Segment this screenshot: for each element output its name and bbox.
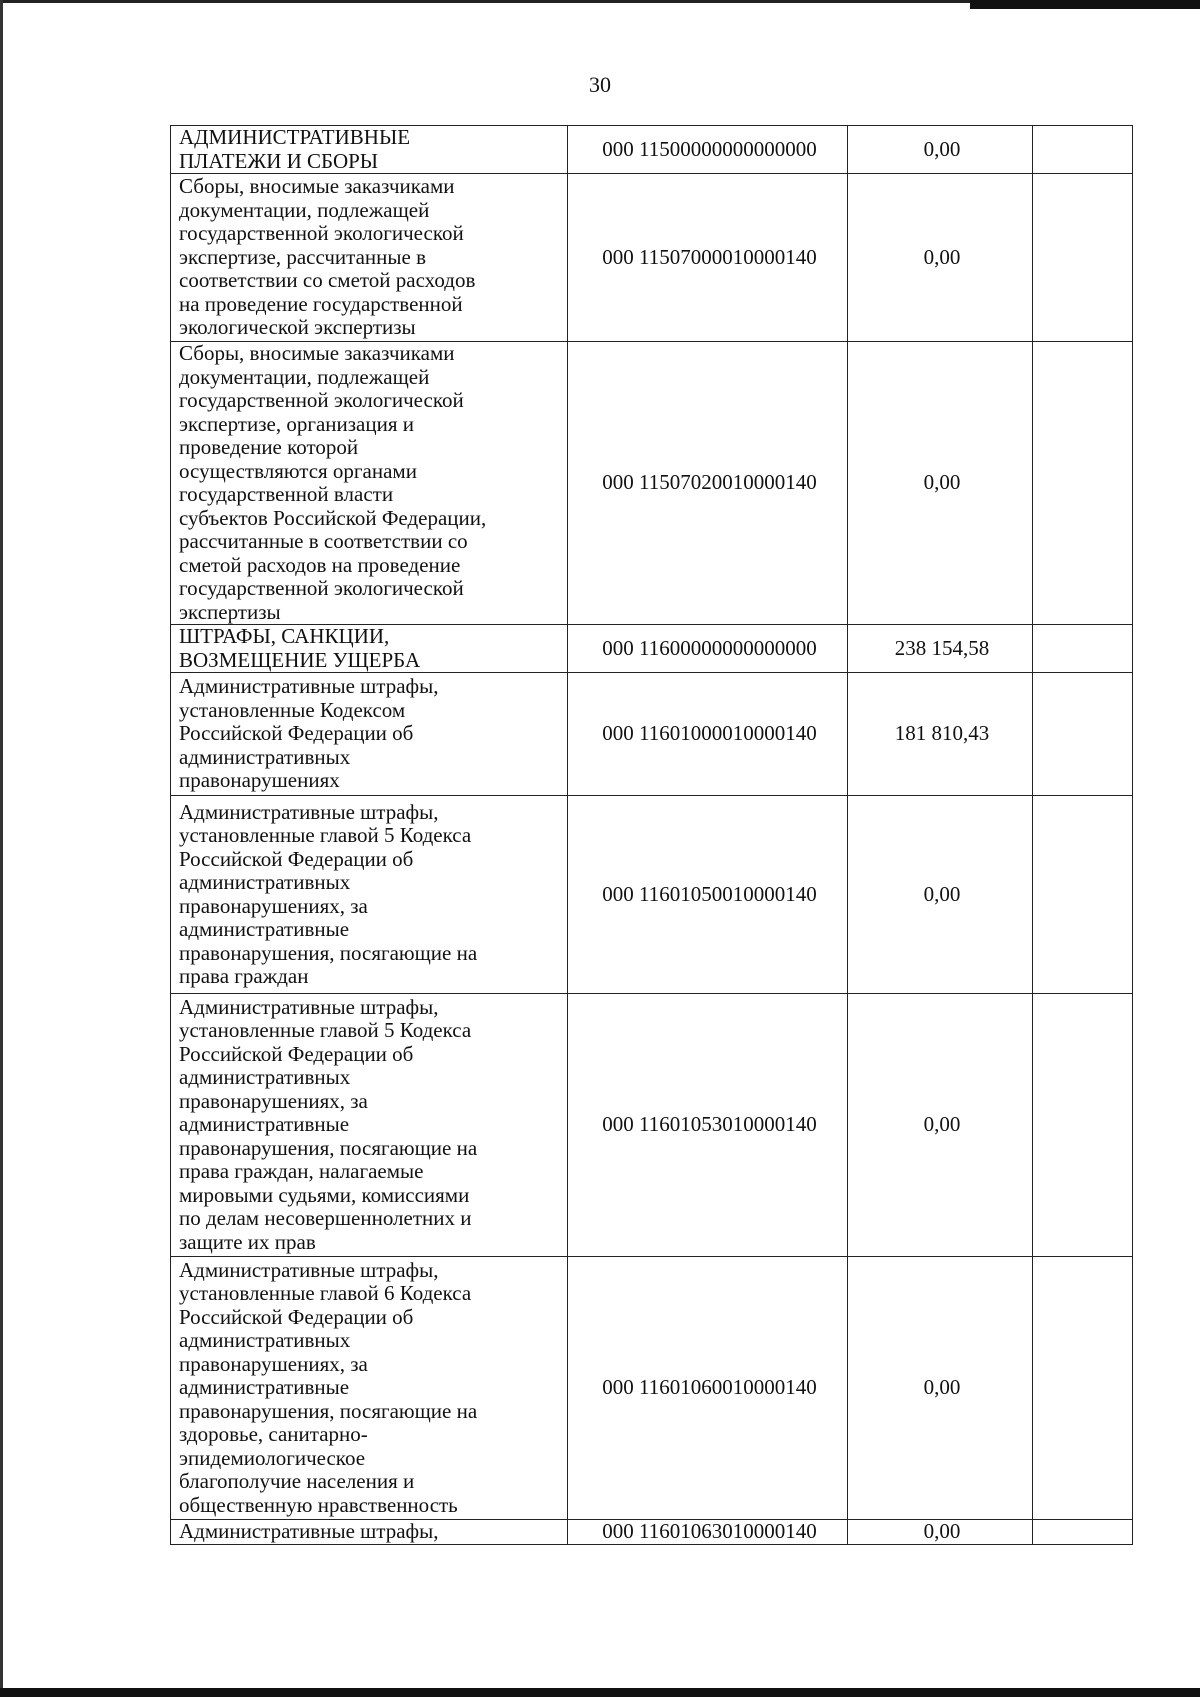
row-name: Административные штрафы, установленные главой 6 Кодекса Российской Федерации об административных правонарушениях, за административные правонарушения, посягающие на здоровье, санитарно- эпидемиологическое благополучие населения и общественную нравственность xyxy=(171,1257,568,1520)
row-code: 000 11601063010000140 xyxy=(568,1520,848,1545)
row-name: АДМИНИСТРАТИВНЫЕ ПЛАТЕЖИ И СБОРЫ xyxy=(171,126,568,174)
row-code: 000 11600000000000000 xyxy=(568,625,848,673)
table-row xyxy=(171,1520,1133,1545)
table-row xyxy=(171,625,1133,673)
row-code: 000 11601053010000140 xyxy=(568,994,848,1257)
row-amount: 0,00 xyxy=(848,342,1033,625)
row-extra xyxy=(1033,174,1133,342)
row-extra xyxy=(1033,1520,1133,1545)
row-code: 000 11601050010000140 xyxy=(568,796,848,994)
row-code: 000 11601060010000140 xyxy=(568,1257,848,1520)
row-name: Административные штрафы, установленные главой 5 Кодекса Российской Федерации об административных правонарушениях, за административные правонарушения, посягающие на права граждан xyxy=(171,796,568,994)
row-name: ШТРАФЫ, САНКЦИИ, ВОЗМЕЩЕНИЕ УЩЕРБА xyxy=(171,625,568,673)
row-name: Сборы, вносимые заказчиками документации, подлежащей государственной экологической экспертизе, рассчитанные в соответствии со сметой расходов на проведение государственной экологической экспертизы xyxy=(171,174,568,342)
scan-bottom-edge xyxy=(0,1688,1200,1697)
row-extra xyxy=(1033,1257,1133,1520)
row-amount: 0,00 xyxy=(848,174,1033,342)
row-amount: 0,00 xyxy=(848,1257,1033,1520)
row-code: 000 11500000000000000 xyxy=(568,126,848,174)
row-extra xyxy=(1033,796,1133,994)
row-extra xyxy=(1033,673,1133,796)
row-code: 000 11507020010000140 xyxy=(568,342,848,625)
row-name: Административные штрафы, установленные Кодексом Российской Федерации об административных правонарушениях xyxy=(171,673,568,796)
table-row xyxy=(171,342,1133,625)
scan-left-edge xyxy=(0,0,3,1697)
table-row xyxy=(171,673,1133,796)
row-code: 000 11601000010000140 xyxy=(568,673,848,796)
scan-top-edge xyxy=(0,0,1200,10)
row-amount: 181 810,43 xyxy=(848,673,1033,796)
row-amount: 238 154,58 xyxy=(848,625,1033,673)
table-row xyxy=(171,126,1133,174)
row-amount: 0,00 xyxy=(848,1520,1033,1545)
table-row xyxy=(171,1257,1133,1520)
table-row xyxy=(171,796,1133,994)
row-extra xyxy=(1033,625,1133,673)
table-row xyxy=(171,174,1133,342)
row-name: Административные штрафы, установленные главой 5 Кодекса Российской Федерации об административных правонарушениях, за административные правонарушения, посягающие на права граждан, налагаемые мировыми судьями, комиссиями по делам несовершеннолетних и защите их прав xyxy=(171,994,568,1257)
row-code: 000 11507000010000140 xyxy=(568,174,848,342)
row-amount: 0,00 xyxy=(848,796,1033,994)
row-amount: 0,00 xyxy=(848,994,1033,1257)
row-extra xyxy=(1033,342,1133,625)
row-amount: 0,00 xyxy=(848,126,1033,174)
row-name: Административные штрафы, xyxy=(171,1520,568,1545)
page-number: 30 xyxy=(589,72,611,97)
row-name: Сборы, вносимые заказчиками документации, подлежащей государственной экологической экспертизе, организация и проведение которой осуществляются органами государственной власти субъектов Российской Федерации, рассчитанные в соответствии со сметой расходов на проведение государственной экологической экспертизы xyxy=(171,342,568,625)
table-row xyxy=(171,994,1133,1257)
revenue-table xyxy=(170,125,1133,1545)
row-extra xyxy=(1033,994,1133,1257)
row-extra xyxy=(1033,126,1133,174)
